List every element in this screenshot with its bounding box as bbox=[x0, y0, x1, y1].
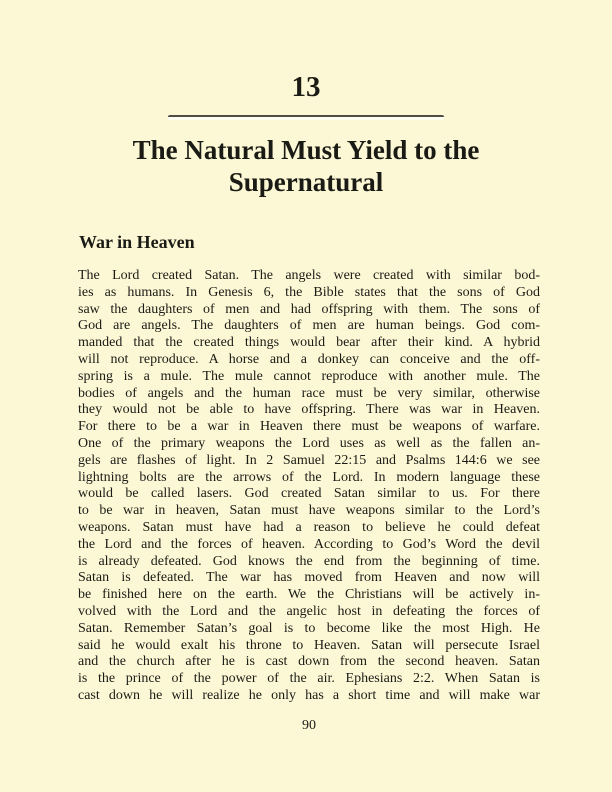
body-text-line: to be war in heaven, Satan must have weapons similar to the Lord’s bbox=[78, 503, 540, 519]
body-text-line: cast down he will realize he only has a short time and will make war bbox=[78, 687, 540, 703]
body-text-line: and the church after he is cast down from the second heaven. Satan bbox=[78, 654, 540, 670]
page-number: 90 bbox=[302, 718, 316, 733]
body-text-line: they would not be able to have offspring. There was war in Heaven. bbox=[78, 402, 540, 418]
body-text-line: For there to be a war in Heaven there must be weapons of warfare. bbox=[78, 419, 540, 435]
body-text-line: is the prince of the power of the air. Ephesians 2:2. When Satan is bbox=[78, 671, 540, 687]
body-text-line: will not reproduce. A horse and a donkey can conceive and the off- bbox=[78, 351, 540, 367]
body-text-line: Satan. Remember Satan’s goal is to become like the most High. He bbox=[78, 620, 540, 636]
body-text-line: weapons. Satan must have had a reason to believe he could defeat bbox=[78, 519, 540, 535]
chapter-title-line-2: Supernatural bbox=[228, 167, 384, 197]
body-text-line: One of the primary weapons the Lord uses as well as the fallen an- bbox=[78, 435, 540, 451]
body-text-line: gels are flashes of light. In 2 Samuel 22:15 and Psalms 144:6 we see bbox=[78, 452, 540, 468]
chapter-number: 13 bbox=[291, 71, 321, 103]
body-text-line: Satan is defeated. The war has moved from Heaven and now will bbox=[78, 570, 540, 586]
body-text-line: said he would exalt his throne to Heaven. Satan will persecute Israel bbox=[78, 637, 540, 653]
body-text-line: lightning bolts are the arrows of the Lord. In modern language these bbox=[78, 469, 540, 485]
body-text-line: spring is a mule. The mule cannot reproduce with another mule. The bbox=[78, 368, 540, 384]
body-paragraph bbox=[78, 268, 540, 705]
body-text-line: is already defeated. God knows the end from the beginning of time. bbox=[78, 553, 540, 569]
body-text-line: volved with the Lord and the angelic host in defeating the forces of bbox=[78, 603, 540, 619]
body-text-line: God are angels. The daughters of men are human beings. God com- bbox=[78, 318, 540, 334]
body-text-line: ies as humans. In Genesis 6, the Bible states that the sons of God bbox=[78, 284, 540, 300]
chapter-title bbox=[0, 134, 612, 198]
body-text-line: saw the daughters of men and had offspring with them. The sons of bbox=[78, 301, 540, 317]
body-text-line: The Lord created Satan. The angels were created with similar bod- bbox=[78, 268, 540, 283]
chapter-title-line-1: The Natural Must Yield to the bbox=[132, 135, 480, 165]
body-text-line: the Lord and the forces of heaven. According to God’s Word the devil bbox=[78, 536, 540, 552]
chapter-divider-rule bbox=[168, 115, 444, 120]
section-heading: War in Heaven bbox=[79, 232, 195, 252]
body-text-line: manded that the created things would bear after their kind. A hybrid bbox=[78, 335, 540, 351]
body-text-line: would be called lasers. God created Satan similar to us. For there bbox=[78, 486, 540, 502]
body-text-line: bodies of angels and the human race must be very similar, otherwise bbox=[78, 385, 540, 401]
body-text-line: be finished here on the earth. We the Christians will be actively in- bbox=[78, 587, 540, 603]
